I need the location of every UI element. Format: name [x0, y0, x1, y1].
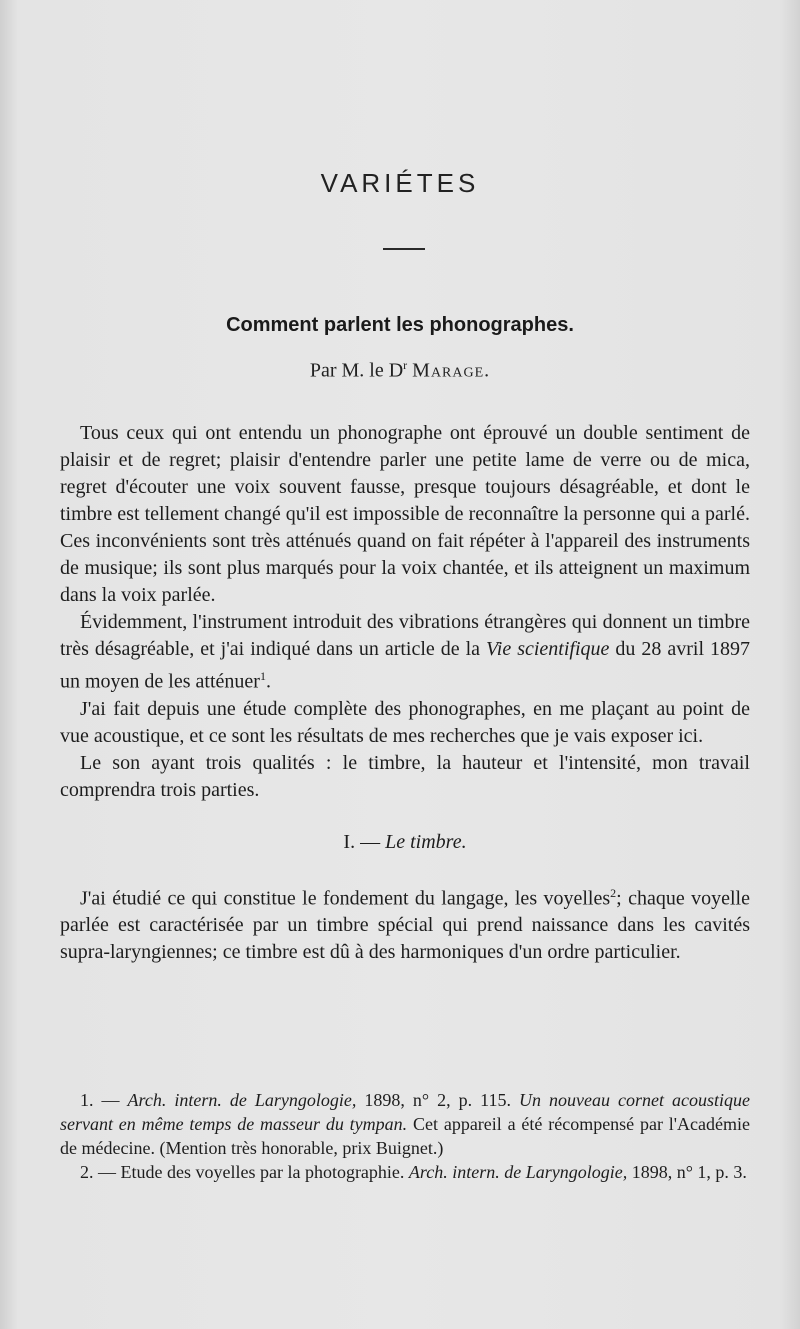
- byline: [0, 358, 800, 383]
- footnote-1-title: Un nouveau cornet acoustique servant en même temps de masseur du tympan.: [60, 1090, 751, 1134]
- paragraph-2-text-b: du 28 avril 1897 un moyen de les atténuer: [60, 638, 750, 693]
- footnote-2: [60, 1160, 750, 1184]
- footnote-2-text: 2. — Etude des voyelles par la photographie.: [80, 1162, 409, 1182]
- footnote-2-ref: 1898, n° 1, p. 3.: [627, 1162, 747, 1182]
- section-number: I. —: [343, 830, 386, 853]
- byline-sup: r: [403, 358, 408, 372]
- paragraph-5: [60, 880, 750, 967]
- footnote-1-text: Cet appareil a été récompensé par l'Académie de médecine. (Mention très honorable, prix Buignet.): [60, 1114, 751, 1158]
- section-title: Le timbre.: [385, 830, 467, 853]
- paragraph-2: [60, 609, 750, 696]
- section-header: VARIÉTES: [320, 168, 480, 198]
- footnote-ref-2: 2: [610, 885, 617, 900]
- article-body: [60, 420, 750, 966]
- article-title: Comment parlent les phonographes.: [226, 314, 574, 336]
- byline-prefix: Par M. le D: [309, 359, 404, 382]
- paragraph-2-text-a: Évidemment, l'instrument introduit des vibrations étrangères qui donnent un timbre très désagréable, et j'ai indiqué dans un article de la: [60, 611, 750, 660]
- divider-rule: [383, 248, 425, 250]
- paragraph-2-end: .: [265, 670, 271, 693]
- paragraph-4: Le son ayant trois qualités : le timbre, la hauteur et l'intensité, mon travail comprendra trois parties.: [60, 751, 750, 801]
- footnote-1-journal: Arch. intern. de Laryngologie,: [127, 1090, 357, 1110]
- section-heading: [60, 829, 750, 856]
- footnotes: [60, 1088, 750, 1184]
- paragraph-3: J'ai fait depuis une étude complète des phonographes, en me plaçant au point de vue acoustique, et ce sont les résultats de mes recherches que je vais exposer ici.: [60, 697, 750, 747]
- byline-author: Marage.: [412, 359, 491, 382]
- paragraph-5-text-b: ; chaque voyelle parlée est caractérisée par un timbre spécial qui prend naissance dans les cavités supra-laryngiennes; ce timbre est dû à des harmoniques d'un ordre particulier.: [60, 887, 750, 964]
- footnote-1-marker: 1. —: [80, 1090, 128, 1110]
- paragraph-2-italic: Vie scientifique: [486, 638, 610, 660]
- footnote-ref-1: 1: [259, 669, 266, 683]
- footnote-2-journal: Arch. intern. de Laryngologie,: [408, 1162, 628, 1182]
- paragraph-5-text-a: J'ai étudié ce qui constitue le fondement du langage, les voyelles: [80, 887, 611, 910]
- paragraph-1: Tous ceux qui ont entendu un phonographe ont éprouvé un double sentiment de plaisir et de regret; plaisir d'entendre parler une petite lame de verre ou de mica, regret d'écouter une voix souvent fausse, presque toujours désagréable, et dont le timbre est tellement changé qu'il est impossible de reconnaître la personne qui a parlé. Ces inconvénients sont très atténués quand on fait répéter à l'appareil des instruments de musique; ils sont plus marqués pour la voix chantée, et ils atteignent un maximum dans la voix parlée.: [60, 422, 750, 606]
- footnote-1: [60, 1088, 750, 1160]
- footnote-1-ref: 1898, n° 2, p. 115.: [356, 1090, 520, 1110]
